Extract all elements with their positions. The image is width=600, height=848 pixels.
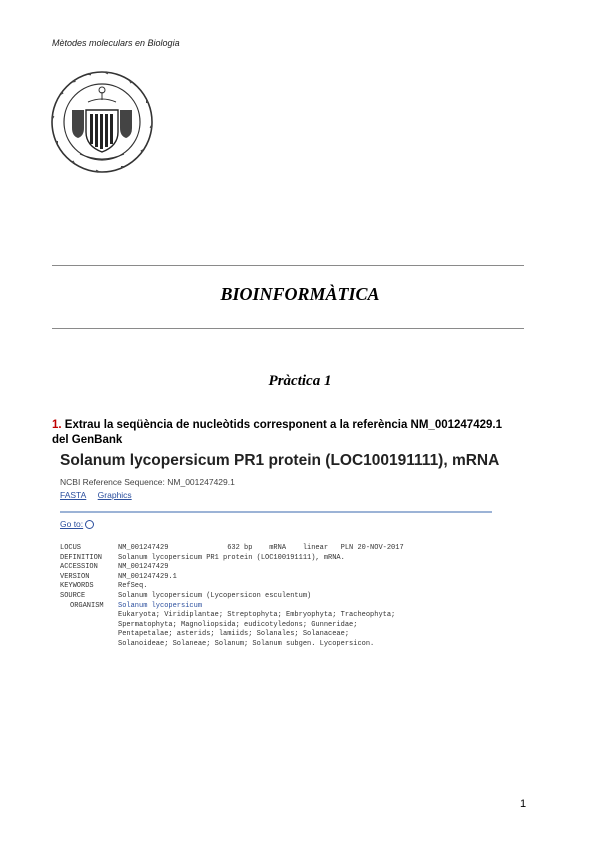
fasta-link[interactable]: FASTA xyxy=(60,490,87,500)
record-value: Solanum lycopersicum (Lycopersicon esculentum) xyxy=(118,591,312,600)
title-top-rule xyxy=(52,265,524,266)
header-course-name: Mètodes moleculars en Biologia xyxy=(52,38,180,48)
record-value: NM_001247429.1 xyxy=(118,572,177,581)
organism-link[interactable]: Solanum lycopersicum xyxy=(118,601,203,610)
record-row-organism xyxy=(60,602,500,612)
chevron-down-icon xyxy=(85,520,94,529)
record-key: LOCUS xyxy=(60,544,82,552)
university-seal-logo xyxy=(50,70,154,174)
record-key: ACCESSION xyxy=(60,563,98,572)
graphics-link[interactable]: Graphics xyxy=(97,490,132,500)
question-text-line2: del GenBank xyxy=(52,434,123,446)
question-text-line1: Extrau la seqüència de nucleòtids corresponent a la referència NM_001247429.1 xyxy=(61,419,502,431)
record-key: ORGANISM xyxy=(70,601,104,610)
record-value: NM_001247429 xyxy=(118,563,169,572)
lineage-line: Pentapetalae; asterids; lamiids; Solanales; Solanaceae; xyxy=(118,630,350,639)
genbank-record-title: Solanum lycopersicum PR1 protein (LOC100191111), mRNA xyxy=(60,452,500,469)
goto-link[interactable] xyxy=(60,519,94,529)
genbank-screenshot xyxy=(60,452,500,650)
lineage-line: Solanoideae; Solaneae; Solanum; Solanum subgen. Lycopersicon. xyxy=(118,639,375,648)
record-value: NM_001247429 632 bp mRNA linear PLN 20-NOV-2017 xyxy=(118,544,404,552)
genbank-reference-subtitle: NCBI Reference Sequence: NM_001247429.1 xyxy=(60,477,235,487)
record-row-source xyxy=(60,592,500,602)
question-1 xyxy=(52,418,542,448)
record-row-keywords xyxy=(60,582,500,592)
record-key: SOURCE xyxy=(60,591,86,600)
lineage-line: Eukaryota; Viridiplantae; Streptophyta; Embryophyta; Tracheophyta; xyxy=(118,611,396,620)
question-number: 1. xyxy=(52,419,62,431)
record-key: VERSION xyxy=(60,572,90,581)
practice-heading: Pràctica 1 xyxy=(268,373,332,389)
record-row-definition xyxy=(60,554,500,564)
goto-label: Go to: xyxy=(60,519,84,529)
page-number: 1 xyxy=(520,798,527,810)
record-row-version xyxy=(60,573,500,583)
lineage-line: Spermatophyta; Magnoliopsida; eudicotyledons; Gunneridae; xyxy=(118,620,358,629)
genbank-flatfile xyxy=(60,544,500,650)
record-row-accession xyxy=(60,563,500,573)
record-value: RefSeq. xyxy=(118,582,148,591)
record-key: DEFINITION xyxy=(60,553,103,562)
record-row-locus xyxy=(60,544,500,554)
title-bottom-rule xyxy=(52,328,524,329)
document-title: BIOINFORMÀTICA xyxy=(220,284,380,304)
record-value: Solanum lycopersicum PR1 protein (LOC100191111), mRNA. xyxy=(118,553,345,562)
record-key: KEYWORDS xyxy=(60,582,94,591)
genbank-format-links xyxy=(60,490,500,500)
genbank-divider xyxy=(60,511,492,513)
